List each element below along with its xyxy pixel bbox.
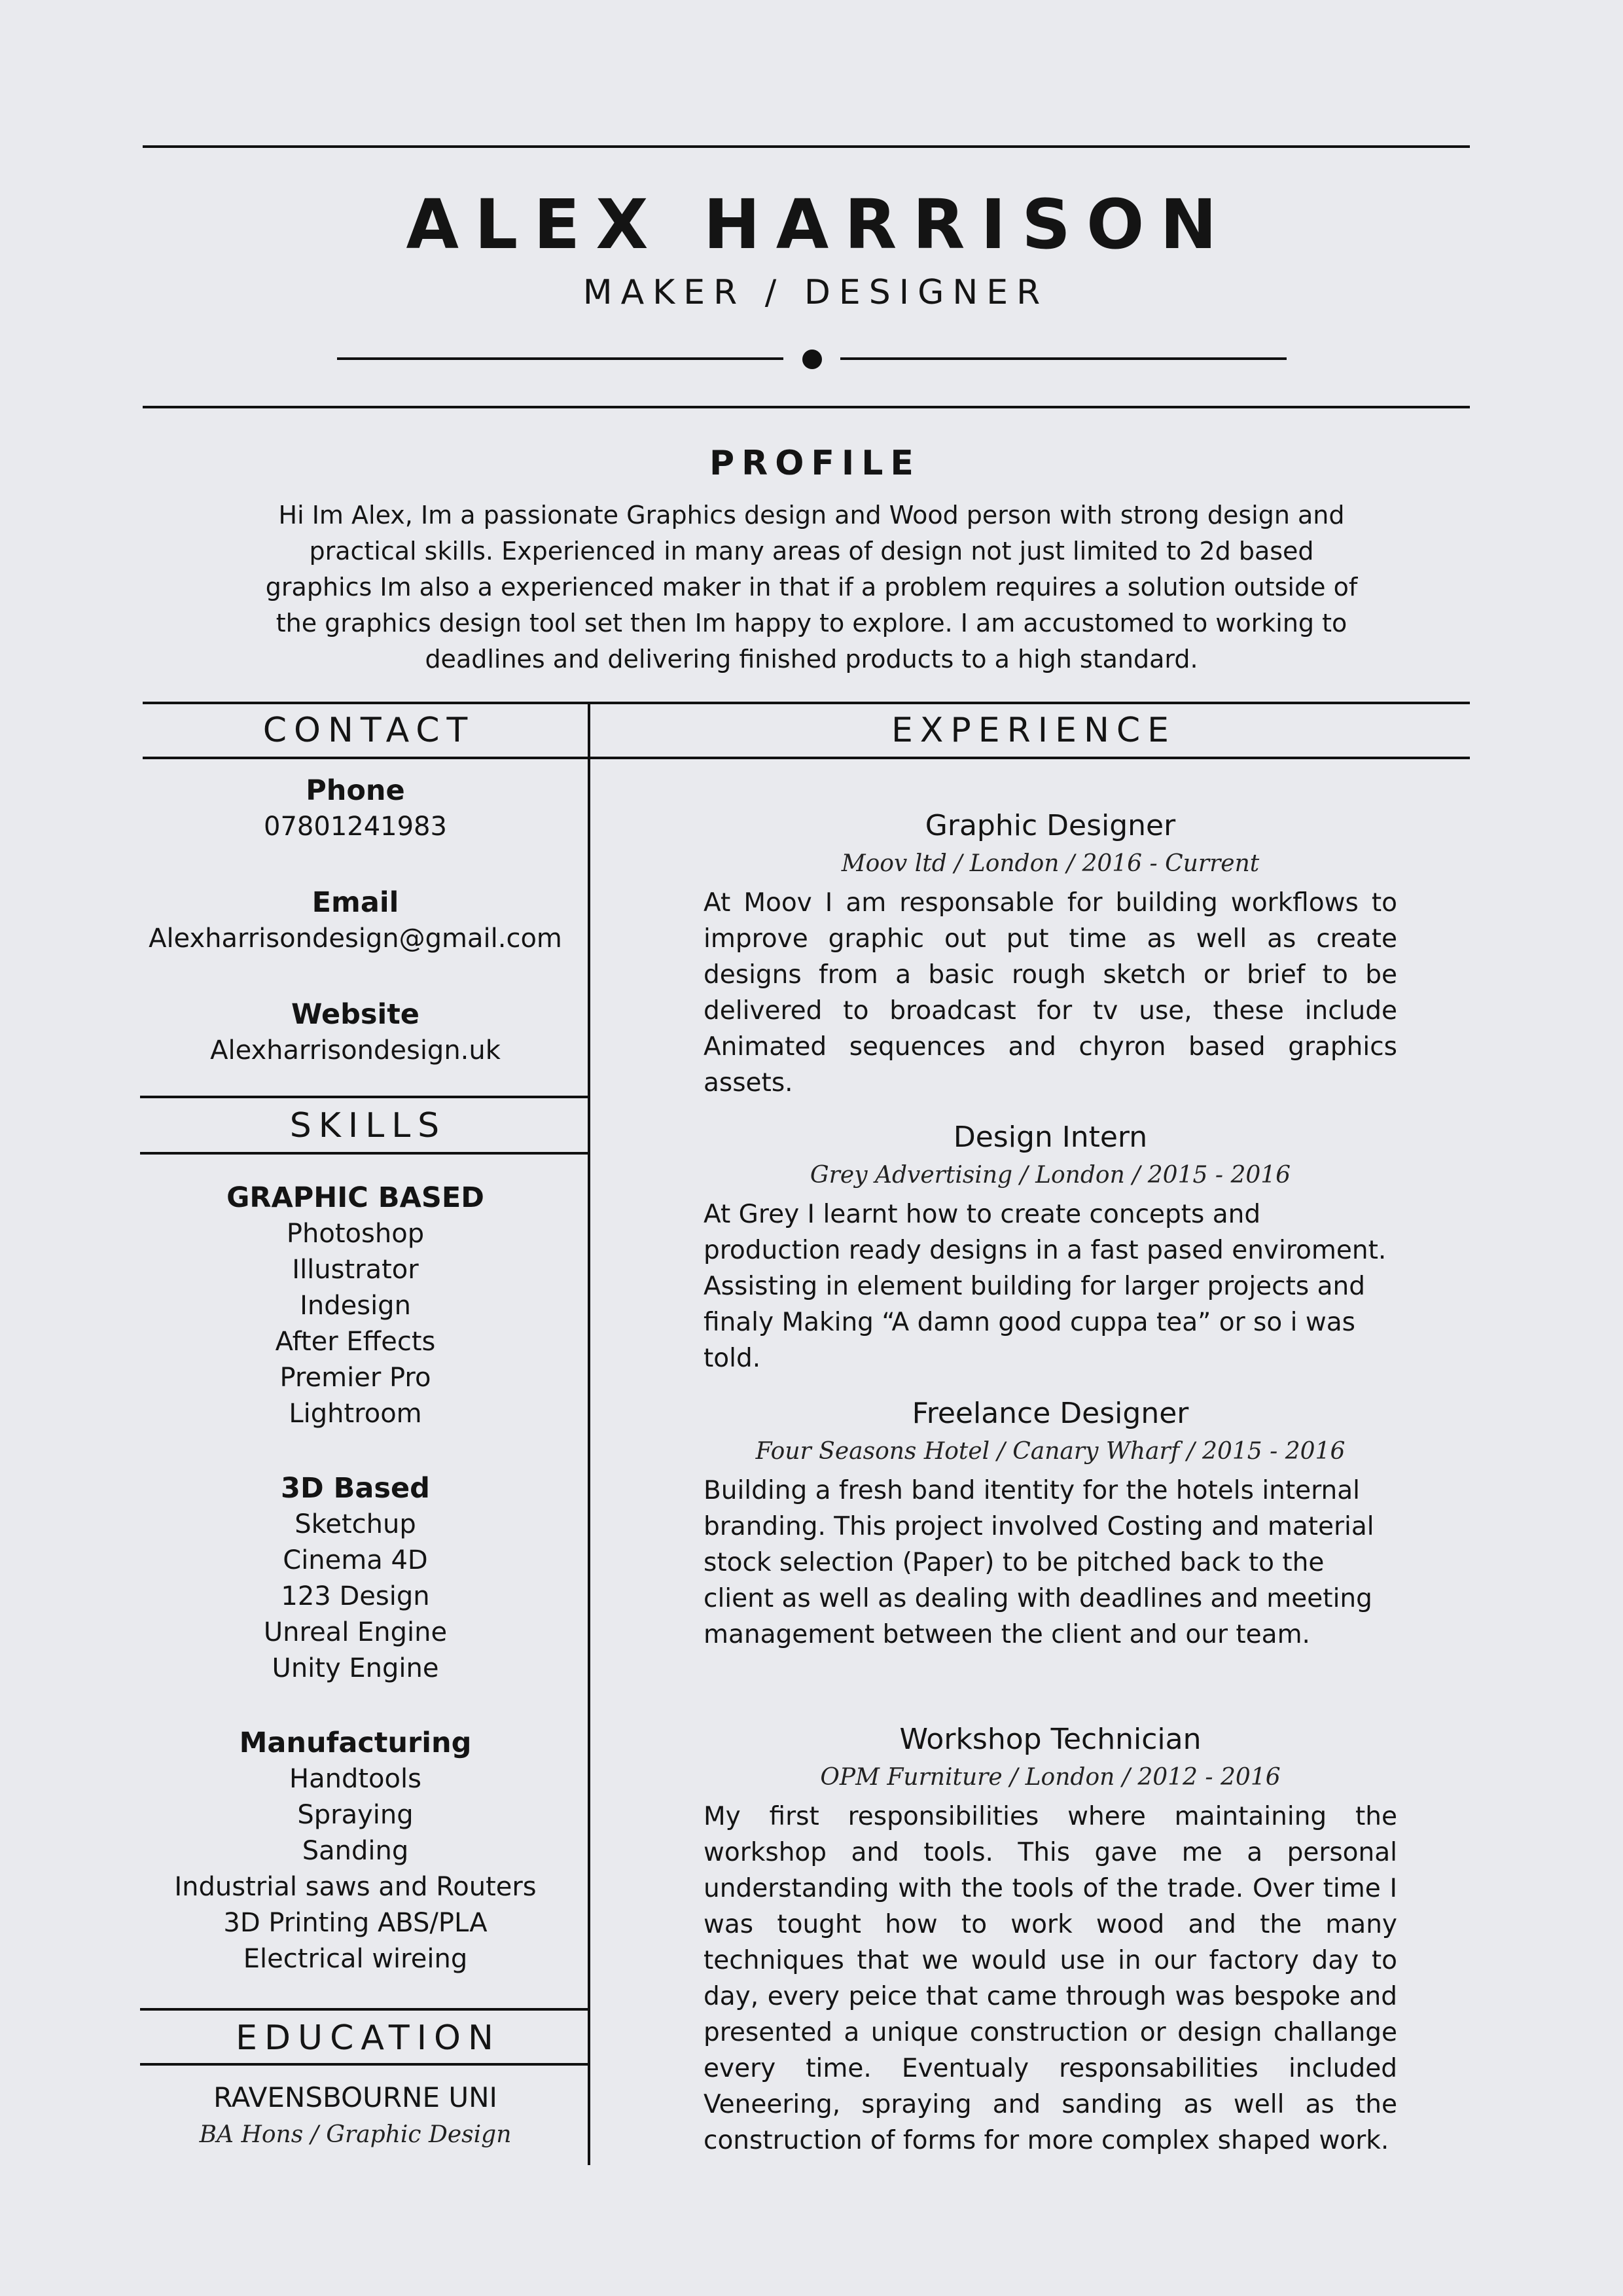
skill-item: Handtools [289,1764,421,1794]
job-meta: Moov ltd / London / 2016 - Current [841,850,1260,877]
job-title: Workshop Technician [899,1723,1202,1756]
degree: BA Hons / Graphic Design [199,2121,512,2148]
education-title: EDUCATION [236,2018,501,2058]
website-label: Website [291,998,419,1031]
skill-item: Photoshop [286,1219,425,1249]
job-graphic-designer [704,806,1397,1101]
job-description: Building a fresh band itentity for the hotels internal branding. This project involved Costing and material stock selection (Paper) to be pitched back to the client as well as dealing with deadlines and meeting management between the client and our team. [704,1476,1374,1649]
columns-top-rule [143,702,1470,704]
skills-title: SKILLS [289,1106,447,1145]
phone-value[interactable]: 07801241983 [264,812,447,842]
skill-item: Electrical wireing [243,1944,468,1974]
skill-item: Premier Pro [279,1363,431,1393]
job-title: Freelance Designer [912,1397,1189,1430]
skill-item: Unity Engine [272,1653,439,1683]
job-meta: Grey Advertising / London / 2015 - 2016 [810,1162,1291,1189]
skill-item: 123 Design [281,1581,430,1611]
subtitle: MAKER / DESIGNER [582,273,1049,312]
skill-item: Lightroom [289,1399,422,1429]
contact-website [143,996,568,1069]
education-section [143,2079,568,2153]
ornament-line-right [840,357,1287,360]
contact-section [143,772,568,1069]
skill-item: After Effects [275,1327,436,1357]
top-rule [143,145,1470,148]
skill-item: Industrial saws and Routers [174,1872,537,1902]
ornament-line-left [337,357,783,360]
skill-group-heading: Manufacturing [239,1727,472,1759]
skill-item: Unreal Engine [263,1617,448,1647]
skill-group-3d [143,1470,568,1687]
job-freelance-designer [704,1394,1397,1653]
job-meta: OPM Furniture / London / 2012 - 2016 [820,1764,1281,1791]
job-workshop-technician [704,1720,1397,2159]
skill-item: 3D Printing ABS/PLA [223,1908,488,1938]
header-bottom-rule [143,406,1470,408]
skill-group-heading: 3D Based [281,1472,430,1505]
contact-email [143,884,568,957]
contact-title: CONTACT [262,711,475,750]
name-heading: ALEX HARRISON [406,185,1233,264]
skill-item: Sketchup [294,1509,416,1539]
skills-bottom-rule [140,1152,589,1155]
website-value[interactable]: Alexharrisondesign.uk [210,1035,501,1066]
skills-section [143,1179,568,1977]
skill-group-heading: GRAPHIC BASED [226,1181,484,1214]
skill-item: Sanding [302,1836,409,1866]
skill-item: Spraying [297,1800,414,1830]
skills-top-rule [140,1096,589,1098]
ornament-dot [802,350,822,369]
education-top-rule [140,2008,589,2011]
job-meta: Four Seasons Hotel / Canary Wharf / 2015 - 2016 [755,1438,1346,1465]
job-description: My first responsibilities where maintaining the workshop and tools. This gave me a personal understanding with the tools of the trade. Over time I was tought how to work wood and the many techniques that we would use in our factory day to day, every peice that came through was bespoke and presented a unique construction or design challange every time. Eventualy responsabilities included Veneering, spraying and sanding as well as the construction of forms for more complex shaped work. [704,1802,1397,2155]
email-label: Email [312,886,399,919]
education-bottom-rule [140,2063,589,2066]
columns-header-rule [143,757,1470,759]
skill-item: Illustrator [292,1255,419,1285]
job-description: At Grey I learnt how to create concepts and production ready designs in a fast pased enviroment. Assisting in element building for larger projects and finaly Making “A damn good cuppa tea” or so i was told. [704,1200,1387,1373]
skill-item: Cinema 4D [283,1545,428,1575]
email-value[interactable]: Alexharrisondesign@gmail.com [149,924,562,954]
job-title: Design Intern [953,1121,1148,1154]
skill-item: Indesign [300,1291,411,1321]
skill-group-manufacturing [143,1725,568,1977]
column-divider [588,702,590,2165]
experience-title: EXPERIENCE [891,711,1177,750]
profile-text: Hi Im Alex, Im a passionate Graphics design and Wood person with strong design and practical skills. Experienced in many areas of design not just limited to 2d based graphics Im also a experienced maker in that if a problem requires a solution outside of the graphics design tool set then Im happy to explore. I am accustomed to working to deadlines and delivering finished products to a high standard. [265,501,1358,673]
job-description: At Moov I am responsable for building workflows to improve graphic out put time as well as create designs from a basic rough sketch or brief to be delivered to broadcast for tv use, these include Animated sequences and chyron based graphics assets. [704,888,1397,1098]
job-title: Graphic Designer [925,809,1176,842]
skill-group-graphic [143,1179,568,1432]
school-name: RAVENSBOURNE UNI [213,2081,497,2113]
profile-title: PROFILE [709,444,921,483]
phone-label: Phone [306,774,405,807]
job-design-intern [704,1118,1397,1376]
contact-phone [143,772,568,845]
